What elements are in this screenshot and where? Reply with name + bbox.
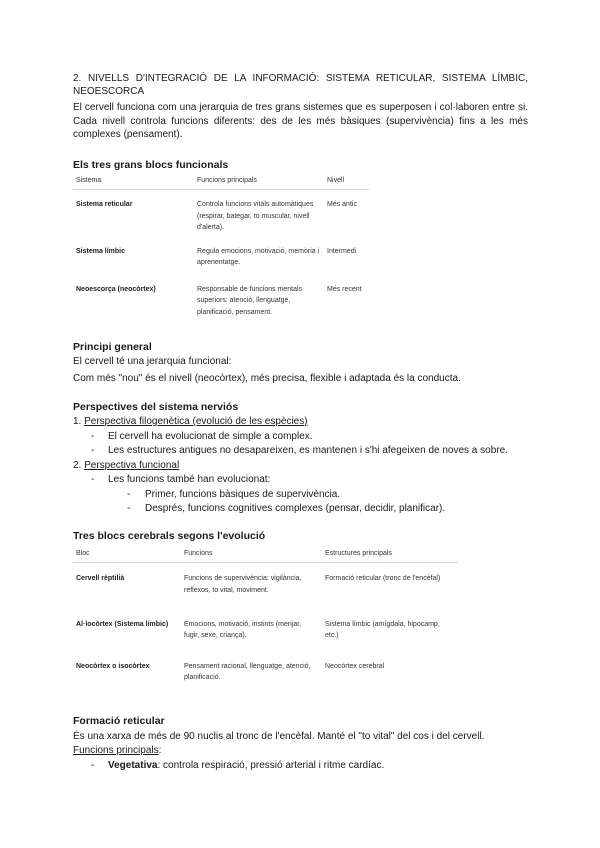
table-cell: Neocòrtex cerebral [325,662,385,670]
intro-paragraph: El cervell funciona com una jerarquia de tres grans sistemes que es superposen i col·laboren entre si. Cada nivell controla funcions diferents: des de les més bàsiques (supervivència) fins a les més complexes (pensament). [73,102,528,140]
table-header: Nivell [327,172,369,190]
table-cell: Cervell rèptilià [76,575,125,582]
table-row [73,282,369,322]
table-row [73,618,458,661]
table-cell: Responsable de funcions mentals superiors: atenció, llenguatge, planificació, pensament. [197,285,303,316]
colon: : [158,745,162,756]
item-bold: Vegetativa [108,760,158,771]
principi-line: El cervell té una jerarquia funcional: [73,356,232,367]
list-number: 2. [73,460,82,471]
formacio-heading: Formació reticular [73,715,165,727]
table-cell: Regula emocions, motivació, memòria i aprenentatge. [197,247,320,266]
formacio-line: És una xarxa de més de 90 nuclis al tronc de l'encèfal. Manté el "to vital" del cos i del cervell. [73,731,485,742]
table-row [73,243,369,282]
sub-list-item: Després, funcions cognitives complexes (pensar, decidir, planificar). [145,503,446,514]
blocs-heading: Els tres grans blocs funcionals [73,159,229,171]
evolucio-heading: Tres blocs cerebrals segons l'evolució [73,530,266,542]
table-header-row [73,172,369,190]
dash-bullet: - [91,431,95,442]
principi-heading: Principi general [73,341,152,353]
table-row [73,563,458,618]
perspective-2-label: Perspectiva funcional [84,460,180,471]
table-cell: Més antic [327,201,357,208]
table-header-row [73,545,458,563]
evolucio-table [73,545,458,697]
table-row [73,661,458,697]
table-header: Bloc [73,545,184,563]
dash-bullet: - [91,445,95,456]
list-number: 1. [73,416,82,427]
principi-line: Com més "nou" és el nivell (neocòrtex), més precisa, flexible i adaptada és la conducta. [73,373,461,384]
list-item: Les funcions també han evolucionat: [108,474,271,485]
section-title: 2. NIVELLS D'INTEGRACIÓ DE LA INFORMACIÓ: SISTEMA RETICULAR, SISTEMA LÍMBIC, NEOESCORCA [73,73,528,97]
table-cell: Funcions de supervivència: vigilància, reflexos, to vital, moviment. [184,575,302,594]
dash-bullet: - [91,760,95,771]
table-header: Funcions principals [197,172,327,190]
dash-bullet: - [127,489,131,500]
sub-list-item: Primer, funcions bàsiques de supervivència. [145,489,341,500]
perspectives-heading: Perspectives del sistema nerviós [73,401,239,413]
funcions-principals-label: Funcions principals [73,745,159,756]
blocs-table [73,172,369,322]
dash-bullet: - [91,474,95,485]
table-header: Funcions [184,545,325,563]
perspective-1-label: Perspectiva filogenètica (evolució de les espècies) [84,416,308,427]
table-cell: Sistema reticular [76,201,133,208]
list-item [108,759,384,772]
table-cell: Controla funcions vitals automàtiques (respirar, bategar, to muscular, nivell d'alerta). [197,201,314,231]
perspective-2 [73,459,179,472]
perspective-1 [73,415,308,428]
table-row [73,190,369,243]
dash-bullet: - [127,503,131,514]
table-cell: Emocions, motivació, instints (menjar, fugir, sexe, criança). [184,620,302,639]
table-cell: Més recent [327,285,362,293]
table-cell: Al·locòrtex (Sistema límbic) [76,620,169,628]
table-cell: Pensament racional, llenguatge, atenció, planificació. [184,662,311,681]
funcions-principals [73,744,161,757]
item-rest: : controla respiració, pressió arterial i ritme cardíac. [157,760,385,771]
table-cell: Neocòrtex o isocòrtex [76,662,150,670]
table-header: Sistema [73,172,197,190]
table-header: Estructures principals [325,545,458,563]
table-cell: Sistema límbic (amígdala, hipocamp, etc.) [325,620,440,639]
list-item: Les estructures antigues no desapareixen, es mantenen i s'hi afegeixen de noves a sobre. [108,445,508,456]
table-cell: Intermedi [327,247,357,255]
table-cell: Sistema límbic [76,247,126,255]
list-item: El cervell ha evolucionat de simple a complex. [108,431,313,442]
table-cell: Formació reticular (tronc de l'encèfal) [325,575,441,582]
table-cell: Neoescorça (neocòrtex) [76,285,156,293]
